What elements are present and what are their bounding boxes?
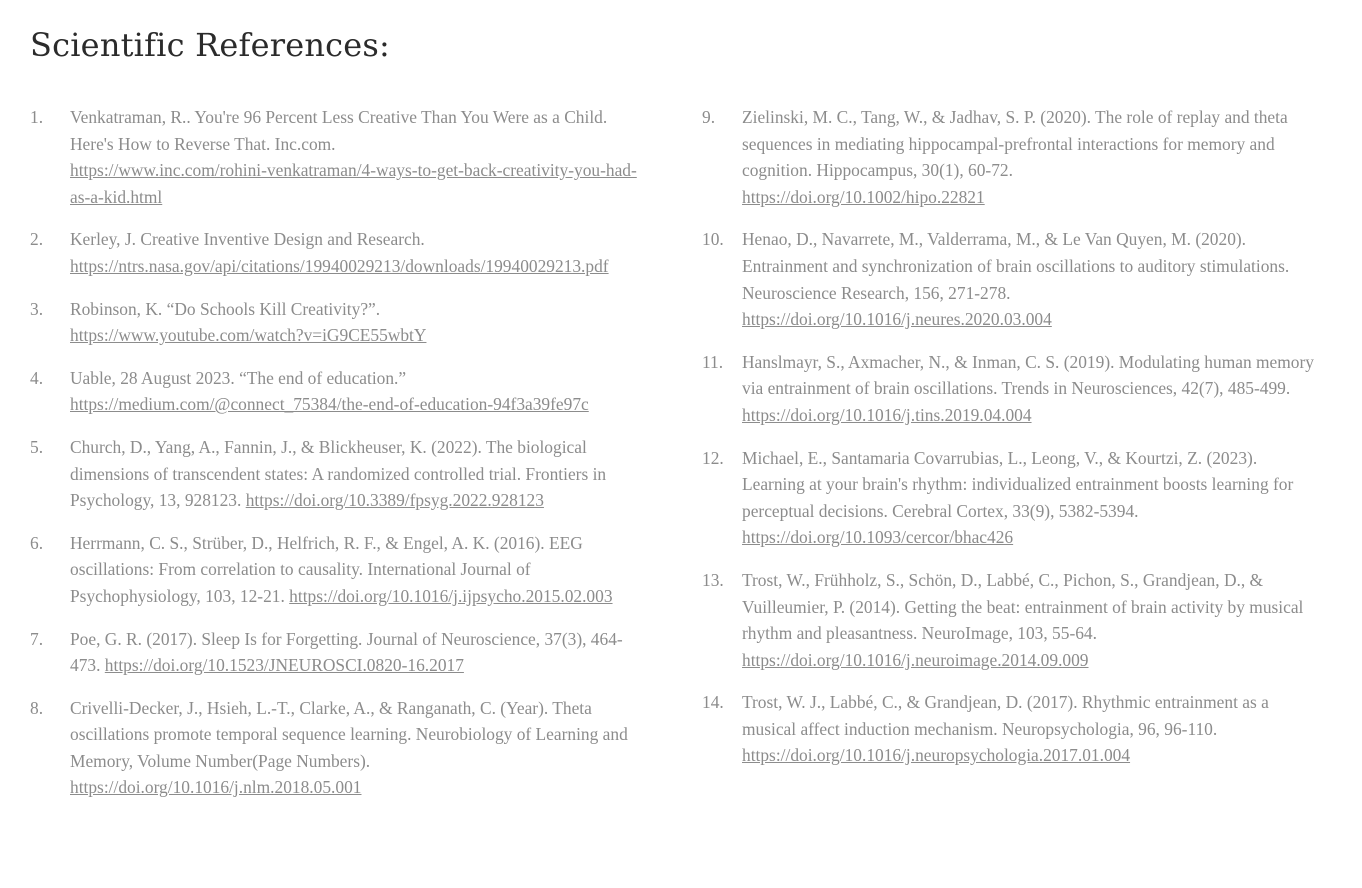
reference-item-5 [30, 434, 650, 514]
reference-text: Henao, D., Navarrete, M., Valderrama, M., & Le Van Quyen, M. (2020). Entrainment and synchronization of brain oscillations to auditory stimulations. Neuroscience Research, 156, 271-278. [742, 229, 1290, 303]
reference-link[interactable]: https://doi.org/10.3389/fpsyg.2022.928123 [245, 490, 544, 511]
reference-item-10 [702, 226, 1314, 332]
reference-item-4 [30, 365, 650, 418]
reference-text: Hanslmayr, S., Axmacher, N., & Inman, C. S. (2019). Modulating human memory via entrainment of brain oscillations. Trends in Neurosciences, 42(7), 485-499. [742, 351, 1314, 399]
reference-text: Poe, G. R. (2017). Sleep Is for Forgetting. Journal of Neuroscience, 37(3), 464-473. [70, 628, 623, 676]
reference-number: 12. [702, 447, 724, 468]
reference-number: 1. [30, 107, 44, 127]
reference-text: Crivelli-Decker, J., Hsieh, L.-T., Clarke, A., & Ranganath, C. (Year). Theta oscillations promote temporal sequence learning. Neurobiology of Learning and Memory, Volume Number(Page Numbers). [70, 697, 628, 771]
reference-item-11 [702, 349, 1314, 429]
reference-text: Michael, E., Santamaria Covarrubias, L., Leong, V., & Kourtzi, Z. (2023). Learning at your brain's rhythm: individualized entrainment boosts learning for perceptual decisions. Cerebral Cortex, 33(9), 5382-5394. [742, 447, 1294, 521]
reference-link[interactable]: https://doi.org/10.1002/hipo.22821 [742, 186, 985, 207]
reference-text: Herrmann, C. S., Strüber, D., Helfrich, R. F., & Engel, A. K. (2016). EEG oscillations: From correlation to causality. International Journal of Psychophysiology, 103, 12-21. [70, 532, 583, 606]
reference-text: Trost, W. J., Labbé, C., & Grandjean, D. (2017). Rhythmic entrainment as a musical affect induction mechanism. Neuropsychologia, 96, 96-110. [742, 692, 1269, 739]
reference-item-13 [702, 567, 1314, 673]
page-title: Scientific References: [30, 26, 391, 64]
reference-item-8 [30, 695, 650, 801]
reference-link[interactable]: https://doi.org/10.1016/j.neuroimage.2014.09.009 [742, 649, 1089, 670]
reference-number: 4. [30, 367, 44, 388]
reference-item-2 [30, 226, 650, 279]
reference-item-1 [30, 104, 650, 210]
reference-number: 7. [30, 628, 44, 649]
reference-item-12 [702, 445, 1314, 551]
reference-link[interactable]: https://doi.org/10.1523/JNEUROSCI.0820-16.2017 [104, 655, 464, 676]
reference-text: Venkatraman, R.. You're 96 Percent Less Creative Than You Were as a Child. Here's How to Reverse That. Inc.com. [70, 107, 608, 154]
reference-text: Church, D., Yang, A., Fannin, J., & Blickheuser, K. (2022). The biological dimensions of transcendent states: A randomized controlled trial. Frontiers in Psychology, 13, 928123. [70, 436, 607, 511]
reference-link[interactable]: https://medium.com/@connect_75384/the-end-of-education-94f3a39fe97c [70, 394, 589, 415]
reference-number: 8. [30, 697, 44, 718]
reference-number: 2. [30, 229, 44, 250]
reference-number: 13. [702, 569, 724, 590]
reference-link[interactable]: https://ntrs.nasa.gov/api/citations/19940029213/downloads/19940029213.pdf [70, 255, 609, 276]
reference-number: 3. [30, 298, 44, 319]
reference-number: 11. [702, 351, 724, 372]
reference-link[interactable]: https://doi.org/10.1016/j.neures.2020.03.004 [742, 309, 1052, 330]
reference-link[interactable]: https://doi.org/10.1093/cercor/bhac426 [742, 527, 1014, 548]
reference-number: 14. [702, 692, 724, 713]
reference-text: Zielinski, M. C., Tang, W., & Jadhav, S. P. (2020). The role of replay and theta sequences in mediating hippocampal-prefrontal interactions for memory and cognition. Hippocampus, 30(1), 60-72. [742, 107, 1288, 181]
reference-number: 6. [30, 532, 44, 553]
reference-text: Uable, 28 August 2023. “The end of education.” [70, 367, 407, 388]
reference-link[interactable]: https://doi.org/10.1016/j.ijpsycho.2015.02.003 [289, 585, 613, 606]
reference-item-3 [30, 296, 650, 349]
reference-number: 5. [30, 436, 44, 457]
reference-text: Trost, W., Frühholz, S., Schön, D., Labbé, C., Pichon, S., Grandjean, D., & Vuilleumier, P. (2014). Getting the beat: entrainment of brain activity by musical rhythm and pleasantness. NeuroImage, 103, 55-64. [742, 569, 1304, 644]
reference-link[interactable]: https://doi.org/10.1016/j.tins.2019.04.004 [742, 404, 1032, 425]
reference-item-7 [30, 626, 650, 679]
reference-text: Robinson, K. “Do Schools Kill Creativity?”. [70, 298, 381, 319]
reference-link[interactable]: https://www.inc.com/rohini-venkatraman/4-ways-to-get-back-creativity-you-had-as-a-kid.html [70, 160, 637, 207]
reference-text: Kerley, J. Creative Inventive Design and Research. [70, 229, 425, 250]
references-column-left [30, 104, 650, 817]
references-column-right [702, 104, 1314, 785]
reference-item-14 [702, 689, 1314, 769]
reference-number: 10. [702, 229, 724, 250]
reference-link[interactable]: https://doi.org/10.1016/j.neuropsychologia.2017.01.004 [742, 745, 1131, 766]
reference-link[interactable]: https://doi.org/10.1016/j.nlm.2018.05.001 [70, 777, 362, 798]
reference-item-6 [30, 530, 650, 610]
reference-link[interactable]: https://www.youtube.com/watch?v=iG9CE55wbtY [70, 325, 427, 346]
reference-number: 9. [702, 107, 716, 127]
reference-item-9 [702, 104, 1314, 210]
